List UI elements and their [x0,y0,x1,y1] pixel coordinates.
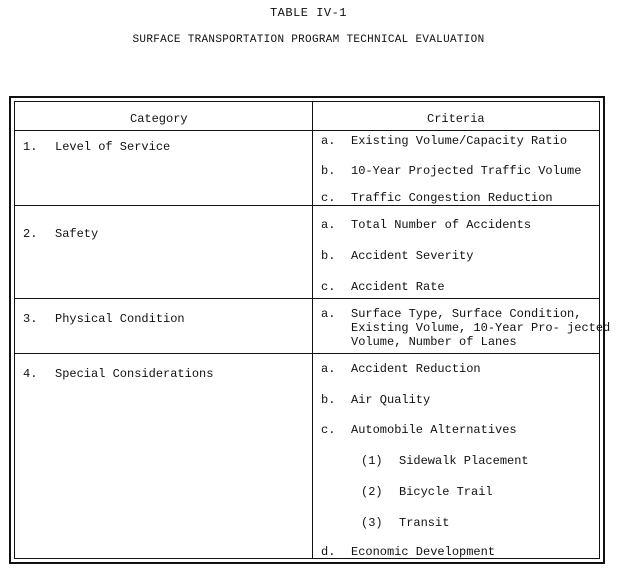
criteria-text: Accident Severity [351,249,474,263]
row-divider [15,205,599,206]
column-divider [312,102,313,558]
criteria-letter: d. [321,545,336,559]
category-special-considerations [23,367,213,381]
criteria-item [321,423,517,437]
category-number: 3. [23,312,38,326]
category-label: Level of Service [55,140,171,154]
category-physical-condition [23,312,185,326]
criteria-item [321,164,581,178]
criteria-subitem [361,454,529,468]
category-number: 4. [23,367,38,381]
criteria-item [321,191,553,205]
category-level-of-service [23,140,170,154]
criteria-text: Economic Development [351,545,496,559]
category-label: Physical Condition [55,312,185,326]
criteria-text: Automobile Alternatives [351,423,517,437]
row-divider [15,353,599,354]
criteria-text: Total Number of Accidents [351,218,532,232]
criteria-letter: (1) [361,454,383,468]
criteria-header: Criteria [427,112,485,126]
criteria-letter: a. [321,362,336,376]
criteria-item [321,393,430,407]
criteria-text: Accident Rate [351,280,445,294]
criteria-subitem [361,485,493,499]
category-safety [23,227,98,241]
criteria-item [321,249,473,263]
criteria-letter: c. [321,423,336,437]
criteria-item [321,134,567,148]
criteria-item [321,362,481,376]
table-label: TABLE IV-1 [269,6,347,20]
criteria-text: Air Quality [351,393,431,407]
category-number: 2. [23,227,38,241]
criteria-subitem [361,516,449,530]
row-divider [15,298,599,299]
criteria-text: Surface Type, Surface Condition, Existing Volume, 10-Year Pro- jected Volume, Number of Lanes [351,307,611,349]
criteria-text: Accident Reduction [351,362,481,376]
criteria-letter: a. [321,134,336,148]
criteria-letter: (3) [361,516,383,530]
category-header: Category [130,112,188,126]
criteria-text: 10-Year Projected Traffic Volume [351,164,582,178]
criteria-letter: c. [321,280,336,294]
criteria-item [321,545,495,559]
criteria-letter: (2) [361,485,383,499]
category-label: Safety [55,227,99,241]
criteria-text: Traffic Congestion Reduction [351,191,553,205]
criteria-letter: b. [321,249,336,263]
criteria-text: Bicycle Trail [399,485,493,499]
category-label: Special Considerations [55,367,214,381]
criteria-text: Sidewalk Placement [399,454,529,468]
criteria-letter: b. [321,393,336,407]
criteria-letter: b. [321,164,336,178]
table-inner-border [14,101,611,559]
criteria-letter: a. [321,218,336,232]
criteria-letter: c. [321,191,336,205]
evaluation-table [9,96,611,564]
table-title: SURFACE TRANSPORTATION PROGRAM TECHNICAL EVALUATION [132,34,485,46]
criteria-letter: a. [321,307,336,321]
criteria-text: Existing Volume/Capacity Ratio [351,134,568,148]
criteria-item [321,218,531,232]
table-header-row [15,102,599,131]
criteria-text: Transit [399,516,450,530]
category-number: 1. [23,140,38,154]
criteria-item [321,280,445,294]
